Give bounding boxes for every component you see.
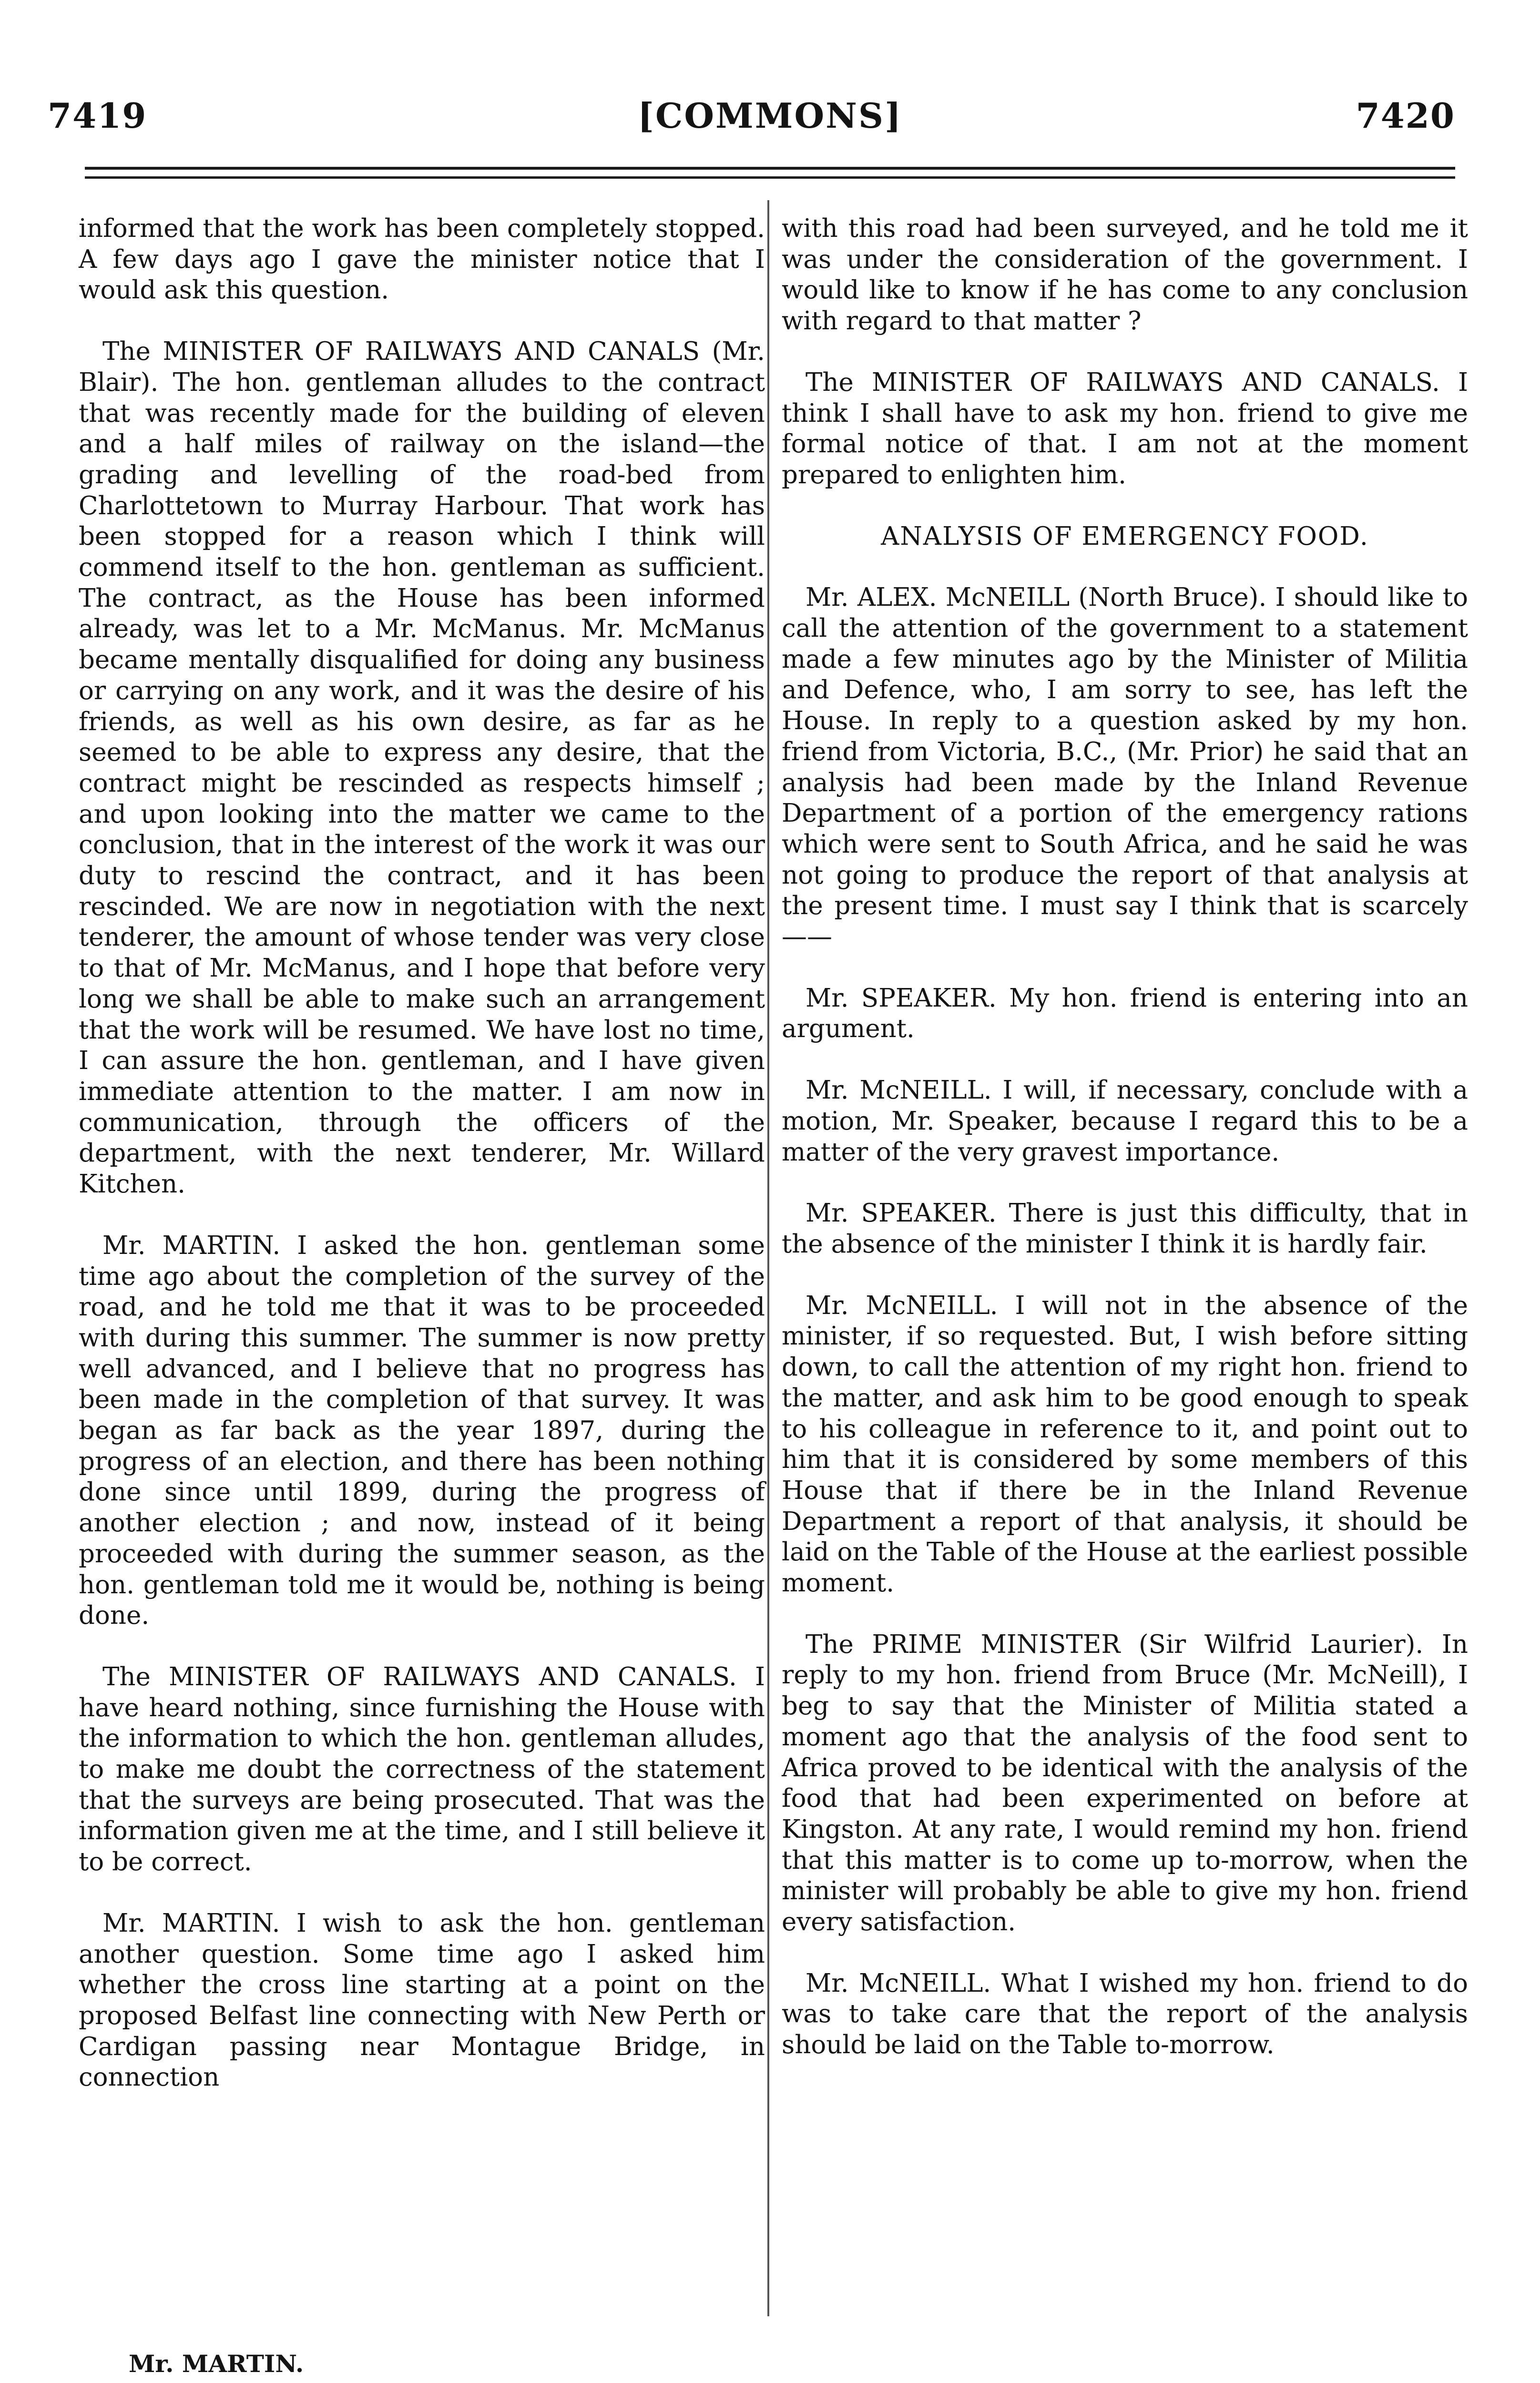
speech-paragraph: Mr. McNEILL. I will, if necessary, conclude with a motion, Mr. Speaker, because I regard this to be a matter of the very gravest importance. [782,1076,1468,1167]
speaker-name: The PRIME MINISTER (Sir Wilfrid Laurier). [806,1629,1424,1659]
speaker-name: The MINISTER OF RAILWAYS AND CANALS. [102,1662,737,1691]
paragraph: informed that the work has been completely stopped. A few days ago I gave the minister notice that I would ask this question. [79,214,765,305]
speaker-name: Mr. McNEILL. [806,1076,992,1105]
paragraph: with this road had been surveyed, and he told me it was under the consideration of the government. I would like to know if he has come to any conclusion with regard to that matter ? [782,214,1468,336]
speech-paragraph: Mr. MARTIN. I asked the hon. gentleman some time ago about the completion of the survey of the road, and he told me that it was to be proceeded with during this summer. The summer is now pretty well advanced, and I believe that no progress has been made in the completion of that survey. It was began as far back as the year 1897, during the progress of an election, and there has been nothing done since until 1899, during the progress of another election ; and now, instead of it being proceeded with during the summer season, as the hon. gentleman told me it would be, nothing is being done. [79,1231,765,1630]
speech-paragraph: Mr. MARTIN. I wish to ask the hon. gentleman another question. Some time ago I asked him whether the cross line starting at a point on the proposed Belfast line connecting with New Perth or Cardigan passing near Montague Bridge, in connection [79,1908,765,2092]
speech-paragraph: The MINISTER OF RAILWAYS AND CANALS. I think I shall have to ask my hon. friend to give me formal notice of that. I am not at the moment prepared to enlighten him. [782,367,1468,489]
speech-paragraph: Mr. McNEILL. I will not in the absence of the minister, if so requested. But, I wish before sitting down, to call the attention of my right hon. friend to the matter, and ask him to be good enough to speak to his colleague in reference to it, and point out to him that it is considered by some members of this House that if there be in the Inland Revenue Department a report of that analysis, it should be laid on the Table of the House at the earliest possible moment. [782,1291,1469,1598]
right-column [782,214,1468,2091]
speech-paragraph: Mr. SPEAKER. My hon. friend is entering into an argument. [782,983,1468,1044]
speaker-name: Mr. MARTIN. [102,1231,281,1260]
page-header [0,0,1540,157]
speech-paragraph: The MINISTER OF RAILWAYS AND CANALS. I have heard nothing, since furnishing the House with the information to which the hon. gentleman alludes, to make me doubt the correctness of the statement that the surveys are being prosecuted. That was the information given me at the time, and I still believe it to be correct. [79,1662,765,1877]
speech-paragraph: The PRIME MINISTER (Sir Wilfrid Laurier). In reply to my hon. friend from Bruce (Mr. McNeill), I beg to say that the Minister of Militia stated a moment ago that the analysis of the food sent to Africa proved to be identical with the analysis of the food that had been experimented on before at Kingston. At any rate, I would remind my hon. friend that this matter is to come up to-morrow, when the minister will probably be able to give my hon. friend every satisfaction. [782,1629,1468,1937]
speech-paragraph: Mr. McNEILL. What I wished my hon. friend to do was to take care that the report of the analysis should be laid on the Table to-morrow. [782,1968,1468,2060]
left-column [79,214,765,2124]
section-heading: ANALYSIS OF EMERGENCY FOOD. [881,521,1369,551]
header-rule-bottom [85,176,1455,179]
right-page-number: 7420 [1356,95,1455,136]
speech-paragraph: Mr. SPEAKER. There is just this difficulty, that in the absence of the minister I think it is hardly fair. [782,1199,1468,1259]
speech-paragraph: Mr. ALEX. McNEILL (North Bruce). I should like to call the attention of the government to a statement made a few minutes ago by the Minister of Militia and Defence, who, I am sorry to see, has left the House. In reply to a question asked by my hon. friend from Victoria, B.C., (Mr. Prior) he said that an analysis had been made by the Inland Revenue Department of a portion of the emergency rations which were sent to South Africa, and he said he was not going to produce the report of that analysis at the present time. I must say I think that is scarcely—— [782,583,1468,952]
catchword: Mr. MARTIN. [129,2350,304,2378]
speaker-name: Mr. McNEILL. [806,1968,991,1998]
speaker-name: Mr. ALEX. McNEILL (North Bruce). [806,583,1267,612]
speaker-name: Mr. SPEAKER. [806,1199,997,1228]
house-title: [COMMONS] [637,95,903,136]
speaker-name: The MINISTER OF RAILWAYS AND CANALS. [806,367,1440,397]
speaker-name: Mr. MARTIN. [102,1908,280,1938]
speaker-name: Mr. McNEILL. [806,1291,998,1320]
column-divider [767,200,769,2316]
left-page-number: 7419 [48,95,147,136]
speaker-name: The MINISTER OF RAILWAYS AND CANALS (Mr. Blair). [79,337,765,397]
speech-paragraph: The MINISTER OF RAILWAYS AND CANALS (Mr. Blair). The hon. gentleman alludes to the contract that was recently made for the building of eleven and a half miles of railway on the island—the grading and levelling of the road-bed from Charlottetown to Murray Harbour. That work has been stopped for a reason which I think will commend itself to the hon. gentleman as sufficient. The contract, as the House has been informed already, was let to a Mr. McManus. Mr. McManus became mentally disqualified for doing any business or carrying on any work, and it was the desire of his friends, as well as his own desire, as far as he seemed to be able to express any desire, that the contract might be rescinded as respects himself ; and upon looking into the matter we came to the conclusion, that in the interest of the work it was our duty to rescind the contract, and it has been rescinded. We are now in negotiation with the next tenderer, the amount of whose tender was very close to that of Mr. McManus, and I hope that before very long we shall be able to make such an arrangement that the work will be resumed. We have lost no time, I can assure the hon. gentleman, and I have given immediate attention to the matter. I am now in communication, through the officers of the department, with the next tenderer, Mr. Willard Kitchen. [79,337,765,1199]
speaker-name: Mr. SPEAKER. [806,983,997,1013]
header-rule-top [85,167,1455,170]
